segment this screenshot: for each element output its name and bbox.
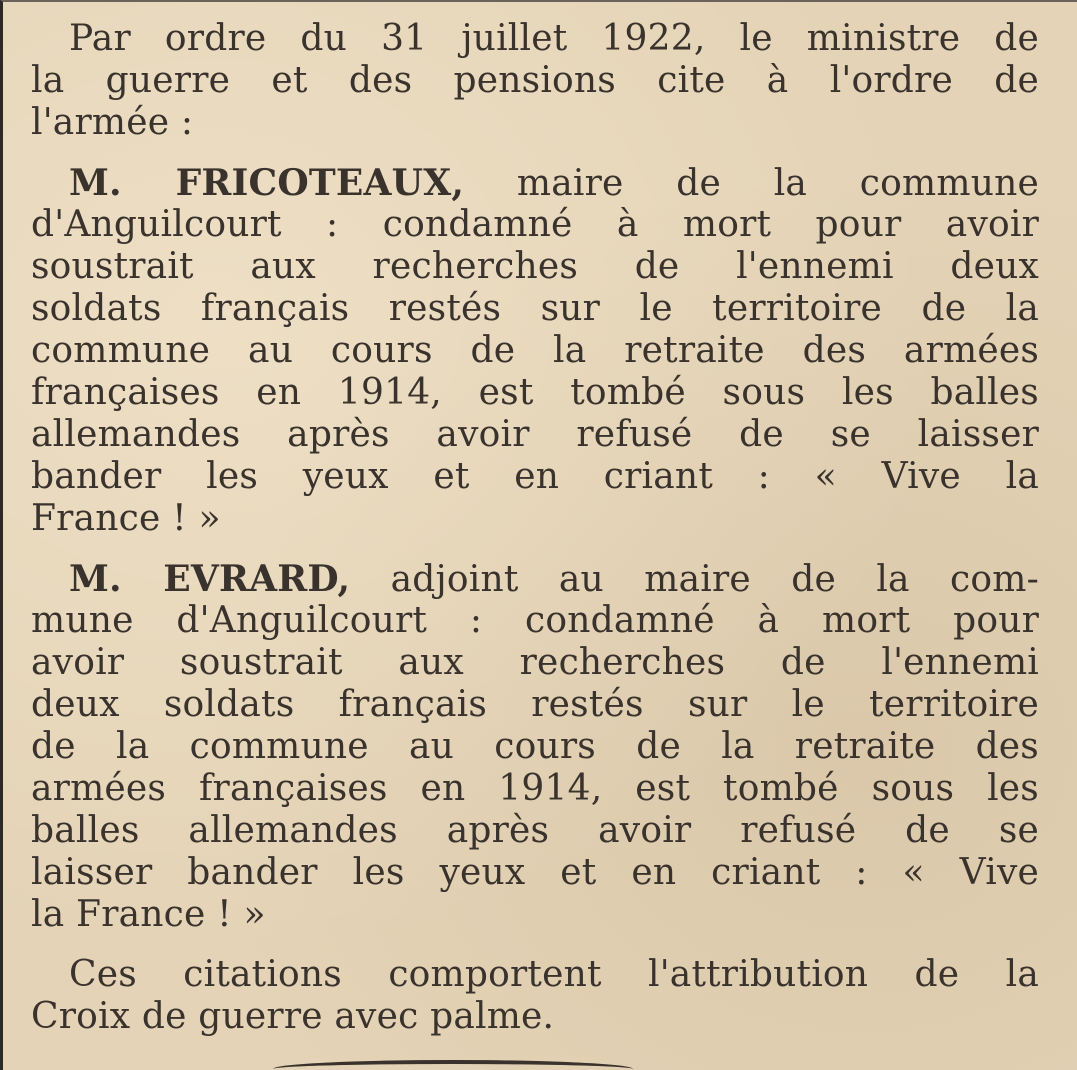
citation-1-line: françaises en 1914, est tombé sous les balles: [31, 372, 1039, 413]
closing-line: Ces citations comportent l'attribution de la: [69, 954, 1039, 995]
citation-2-line: mune d'Anguilcourt : condamné à mort pour: [31, 600, 1039, 641]
citation-1-line: France ! »: [31, 498, 221, 539]
citation-2-line: la France ! »: [31, 894, 266, 935]
citation-1-line: soldats français restés sur le territoire de la: [31, 288, 1039, 329]
citation-2-line: de la commune au cours de la retraite des: [31, 726, 1039, 767]
citation-2-line: armées françaises en 1914, est tombé sous les: [31, 768, 1039, 809]
closing-line: Croix de guerre avec palme.: [31, 996, 555, 1037]
citation-2-line: deux soldats français restés sur le territoire: [31, 684, 1039, 725]
bottom-ornament-rule: [273, 1060, 633, 1070]
citation-1-line: commune au cours de la retraite des armées: [31, 330, 1039, 371]
citation-1-line: soustrait aux recherches de l'ennemi deux: [31, 246, 1039, 287]
citation-1-line: allemandes après avoir refusé de se laisser: [31, 414, 1039, 455]
intro-line: Par ordre du 31 juillet 1922, le ministre de: [69, 18, 1039, 59]
citation-2-line: avoir soustrait aux recherches de l'ennemi: [31, 642, 1039, 683]
citation-1-first-line: [69, 162, 1039, 204]
citation-1-line: bander les yeux et en criant : « Vive la: [31, 456, 1039, 497]
citation-1-first-line-rest: maire de la commune: [516, 163, 1039, 204]
citation-2-first-line-rest: adjoint au maire de la com-: [390, 559, 1039, 600]
citation-1-name: M. FRICOTEAUX,: [69, 162, 465, 204]
citation-2-name: M. EVRARD,: [69, 558, 351, 600]
citation-1-line: d'Anguilcourt : condamné à mort pour avoir: [31, 204, 1039, 245]
citation-2-line: laisser bander les yeux et en criant : « Vive: [31, 852, 1039, 893]
citation-2-line: balles allemandes après avoir refusé de se: [31, 810, 1039, 851]
intro-line: l'armée :: [31, 102, 194, 143]
intro-line: la guerre et des pensions cite à l'ordre de: [31, 60, 1039, 101]
citation-2-first-line: [69, 558, 1039, 600]
